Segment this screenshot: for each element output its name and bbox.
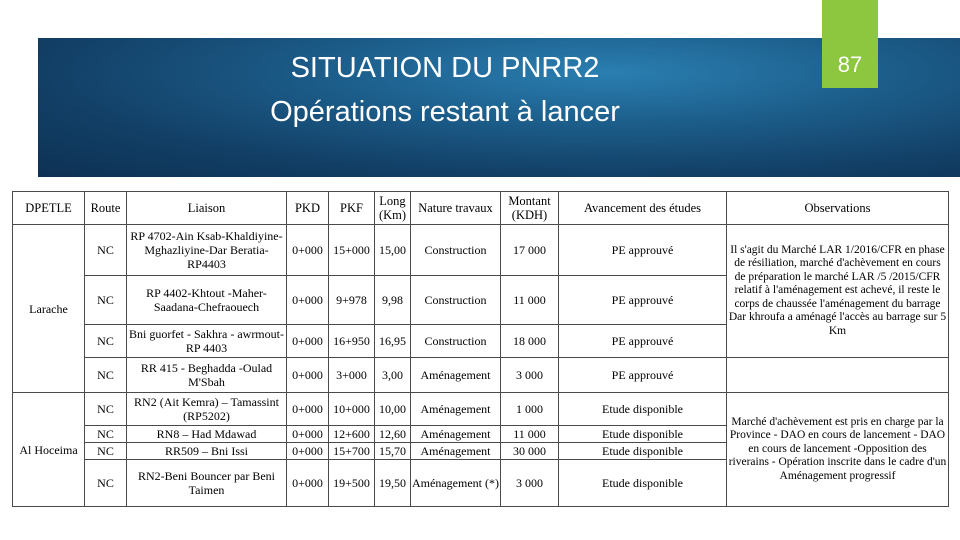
table-row — [13, 393, 949, 426]
cell-liaison: RR509 – Bni Issi — [127, 443, 287, 460]
header-long: Long (Km) — [375, 192, 411, 225]
cell-long: 19,50 — [375, 460, 411, 507]
cell-nature: Aménagement (*) — [411, 460, 501, 507]
cell-montant: 11 000 — [501, 276, 559, 325]
cell-liaison: Bni guorfet - Sakhra - awrmout-RP 4403 — [127, 325, 287, 358]
cell-avancement: PE approuvé — [559, 358, 727, 393]
cell-long: 12,60 — [375, 426, 411, 443]
dpetle-larache: Larache — [13, 225, 85, 393]
cell-montant: 30 000 — [501, 443, 559, 460]
cell-pkd: 0+000 — [287, 393, 329, 426]
cell-montant: 11 000 — [501, 426, 559, 443]
cell-route: NC — [85, 325, 127, 358]
cell-nature: Aménagement — [411, 426, 501, 443]
cell-observations-empty — [727, 358, 949, 393]
table-row — [13, 358, 949, 393]
cell-route: NC — [85, 358, 127, 393]
cell-pkd: 0+000 — [287, 225, 329, 276]
cell-montant: 3 000 — [501, 460, 559, 507]
cell-liaison: RP 4402-Khtout -Maher-Saadana-Chefraouech — [127, 276, 287, 325]
cell-avancement: PE approuvé — [559, 225, 727, 276]
cell-liaison: RN8 – Had Mdawad — [127, 426, 287, 443]
slide-title — [160, 46, 730, 134]
cell-montant: 17 000 — [501, 225, 559, 276]
cell-avancement: PE approuvé — [559, 276, 727, 325]
table-row — [13, 225, 949, 276]
table-header-row — [13, 192, 949, 225]
cell-avancement: Etude disponible — [559, 426, 727, 443]
cell-long: 15,00 — [375, 225, 411, 276]
cell-long: 10,00 — [375, 393, 411, 426]
cell-pkf: 12+600 — [329, 426, 375, 443]
cell-liaison: RN2 (Ait Kemra) – Tamassint (RP5202) — [127, 393, 287, 426]
header-dpetle: DPETLE — [13, 192, 85, 225]
operations-table — [12, 191, 949, 507]
cell-avancement: Etude disponible — [559, 443, 727, 460]
cell-pkf: 3+000 — [329, 358, 375, 393]
cell-nature: Aménagement — [411, 358, 501, 393]
header-pkd: PKD — [287, 192, 329, 225]
header-nature: Nature travaux — [411, 192, 501, 225]
cell-montant: 3 000 — [501, 358, 559, 393]
header-montant: Montant (KDH) — [501, 192, 559, 225]
cell-long: 9,98 — [375, 276, 411, 325]
cell-montant: 1 000 — [501, 393, 559, 426]
cell-nature: Aménagement — [411, 393, 501, 426]
cell-pkd: 0+000 — [287, 325, 329, 358]
cell-pkf: 19+500 — [329, 460, 375, 507]
cell-montant: 18 000 — [501, 325, 559, 358]
cell-nature: Construction — [411, 325, 501, 358]
slide-title-line2: Opérations restant à lancer — [270, 96, 620, 128]
cell-liaison: RP 4702-Ain Ksab-Khaldiyine-Mghazliyine-Dar Beratia-RP4403 — [127, 225, 287, 276]
header-pkf: PKF — [329, 192, 375, 225]
cell-route: NC — [85, 393, 127, 426]
header-avancement: Avancement des études — [559, 192, 727, 225]
observations-al-hoceima: Marché d'achèvement est pris en charge par la Province - DAO en cours de lancement - DAO en cours de lancement -Opposition des riverains - Opération inscrite dans le cadre d'un Aménagement progressif — [727, 393, 949, 507]
cell-pkf: 15+000 — [329, 225, 375, 276]
cell-route: NC — [85, 225, 127, 276]
cell-pkd: 0+000 — [287, 426, 329, 443]
cell-avancement: Etude disponible — [559, 460, 727, 507]
header-route: Route — [85, 192, 127, 225]
cell-nature: Construction — [411, 225, 501, 276]
page-number-badge — [822, 0, 878, 88]
cell-pkf: 10+000 — [329, 393, 375, 426]
cell-pkf: 15+700 — [329, 443, 375, 460]
cell-route: NC — [85, 276, 127, 325]
cell-liaison: RN2-Beni Bouncer par Beni Taimen — [127, 460, 287, 507]
cell-pkd: 0+000 — [287, 460, 329, 507]
cell-long: 3,00 — [375, 358, 411, 393]
slide-title-line1: SITUATION DU PNRR2 — [290, 52, 600, 84]
cell-avancement: Etude disponible — [559, 393, 727, 426]
cell-long: 15,70 — [375, 443, 411, 460]
cell-pkd: 0+000 — [287, 358, 329, 393]
cell-liaison: RR 415 - Beghadda -Oulad M'Sbah — [127, 358, 287, 393]
cell-long: 16,95 — [375, 325, 411, 358]
cell-pkd: 0+000 — [287, 276, 329, 325]
cell-pkd: 0+000 — [287, 443, 329, 460]
dpetle-al-hoceima: Al Hoceima — [13, 393, 85, 507]
cell-route: NC — [85, 460, 127, 507]
cell-route: NC — [85, 426, 127, 443]
cell-pkf: 16+950 — [329, 325, 375, 358]
header-liaison: Liaison — [127, 192, 287, 225]
cell-nature: Aménagement — [411, 443, 501, 460]
cell-avancement: PE approuvé — [559, 325, 727, 358]
header-observations: Observations — [727, 192, 949, 225]
observations-larache: Il s'agit du Marché LAR 1/2016/CFR en phase de résiliation, marché d'achèvement en cours de préparation le marché LAR /5 /2015/CFR relatif à l'aménagement est achevé, il reste le corps de chaussée l'aménagement du barrage Dar khroufa a aménagé l'accès au barrage sur 5 Km — [727, 225, 949, 358]
cell-nature: Construction — [411, 276, 501, 325]
page-number: 87 — [837, 52, 863, 77]
cell-pkf: 9+978 — [329, 276, 375, 325]
cell-route: NC — [85, 443, 127, 460]
